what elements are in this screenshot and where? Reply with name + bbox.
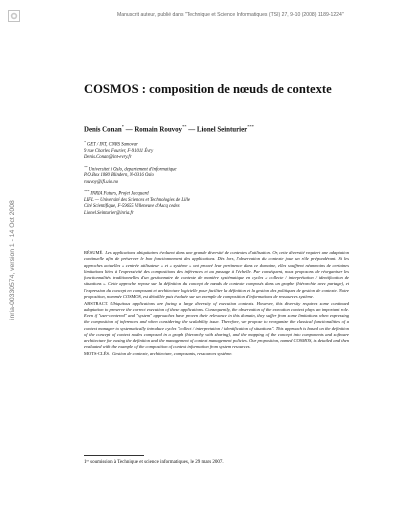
resume-label: RÉSUMÉ. <box>84 250 104 255</box>
author-separator: — <box>188 126 196 134</box>
hal-side-stamp <box>3 120 15 320</box>
author-mark: *** <box>247 124 254 129</box>
resume-paragraph <box>84 250 349 300</box>
keywords-text: Gestion de contexte, architecture, composants, ressources système. <box>112 351 233 356</box>
author-name: Lionel Seinturier <box>196 126 248 134</box>
affiliation-line: Cité Scientifique, F-59655 Villeneuve d'Ascq cedex <box>84 204 180 210</box>
footnote-rule <box>84 455 144 456</box>
keywords-label: MOTS-CLÉS. <box>84 351 111 356</box>
paper-title: COSMOS : composition de nœuds de contexte <box>84 82 332 96</box>
affiliation-line: P.O.Box 1080 Blindern, N-0316 Oslo <box>84 173 154 179</box>
affiliation-line: Universitet i Oslo, departement d'informatique <box>88 167 177 173</box>
affiliation-line: LIFL — Université des Sciences et Technologies de Lille <box>84 198 190 204</box>
affiliation-mark: ** <box>84 164 88 169</box>
author-list <box>84 124 354 133</box>
hal-logo-icon <box>8 10 20 22</box>
affiliation-block <box>84 139 344 161</box>
affiliation-block <box>84 188 344 216</box>
affiliation-email[interactable]: rouvoy@ifi.uio.no <box>84 179 119 185</box>
affiliation-line: INRIA Futurs, Projet Jacquard <box>90 191 149 197</box>
author-name: Romain Rouvoy <box>134 126 182 134</box>
hal-header: Manuscrit auteur, publié dans "Technique et Science Informatiques (TSI) 27, 9-10 (2008) 1189-1224" <box>117 12 344 18</box>
hal-side-id: inria-00330574, version 1 - 14 Oct 2008 <box>9 200 16 320</box>
keywords-paragraph <box>84 351 349 357</box>
abstract-paragraph <box>84 301 349 351</box>
affiliation-mark: *** <box>84 189 90 194</box>
author-mark: * <box>121 124 124 129</box>
author-separator: — <box>125 126 133 134</box>
abstract-section <box>84 250 349 358</box>
affiliation-block <box>84 164 344 186</box>
footnote: 1ʳᵉ soumission à Technique et science informatiques, le 29 mars 2007. <box>84 460 224 465</box>
affiliation-line: 9 rue Charles Fourier, F-91011 Évry <box>84 148 154 154</box>
affiliation-email[interactable]: Lionel.Seinturier@inria.fr <box>84 210 134 216</box>
affiliations <box>84 139 344 219</box>
affiliation-email[interactable]: Denis.Conan@int-evry.fr <box>84 154 132 160</box>
affiliation-mark: * <box>84 140 86 144</box>
affiliation-line: GET / INT, CNRS Samovar <box>86 142 138 148</box>
abstract-label: ABSTRACT. <box>84 300 109 306</box>
abstract-text: Ubiquitous applications are facing a large diversity of execution contexts. However, this diversity requires some continued adaptation to preserve the correct execution of these applications. Consequently, the observation of the execution context plays an important role. Even if "user-centered" and "system" approaches have proven their relevance in this domain, they suffer from some limitations when expressing the composition of inferences and when considering the scalability issue. Therefore, we propose to reorganize the classical functionalities of a context manager to systematically introduce cycles "collect / interpretation / identification of situations". This approach is based on the definition of the concept of context nodes composed in a graph (hierarchy with sharing), and the mapping of the concept into components and software architecture for easing the definition and the management of context management policies. Our proposition, named COSMOS, is detailed and then evaluated with the example of the composition of context information from system resources. <box>84 300 349 350</box>
author-name: Denis Conan <box>84 126 122 134</box>
author-mark: ** <box>182 124 187 129</box>
resume-text: Les applications ubiquitaires évoluent dans une grande diversité de contextes d'utilisation. Or, cette diversité requiert une adaptation continuelle afin de préserver le bon fonctionnement des applications. Dès lors, l'observation du contexte joue un rôle prépondérant. Si les approches actuelles « centrée utilisateur » et « système » ont prouvé leur pertinence dans ce domaine, elles souffrent néanmoins de certaines limitations liées à l'expressivité des compositions des inférences et au passage à l'échelle. Par conséquent, nous proposons de réorganiser les fonctionnalités traditionnelles d'un gestionnaire de contexte de manière systématique en cycles « collecte / interprétation / identification de situations ». Cette approche repose sur la définition du concept de nœuds de contexte composés dans un graphe (hiérarchie avec partage), et l'expression du concept en composant et architecture logicielle pour faciliter la définition et la gestion des politiques de gestion de contexte. Notre proposition, nommée COSMOS, est détaillée puis évaluée sur un exemple de composition d'informations de ressources système. <box>84 250 349 299</box>
